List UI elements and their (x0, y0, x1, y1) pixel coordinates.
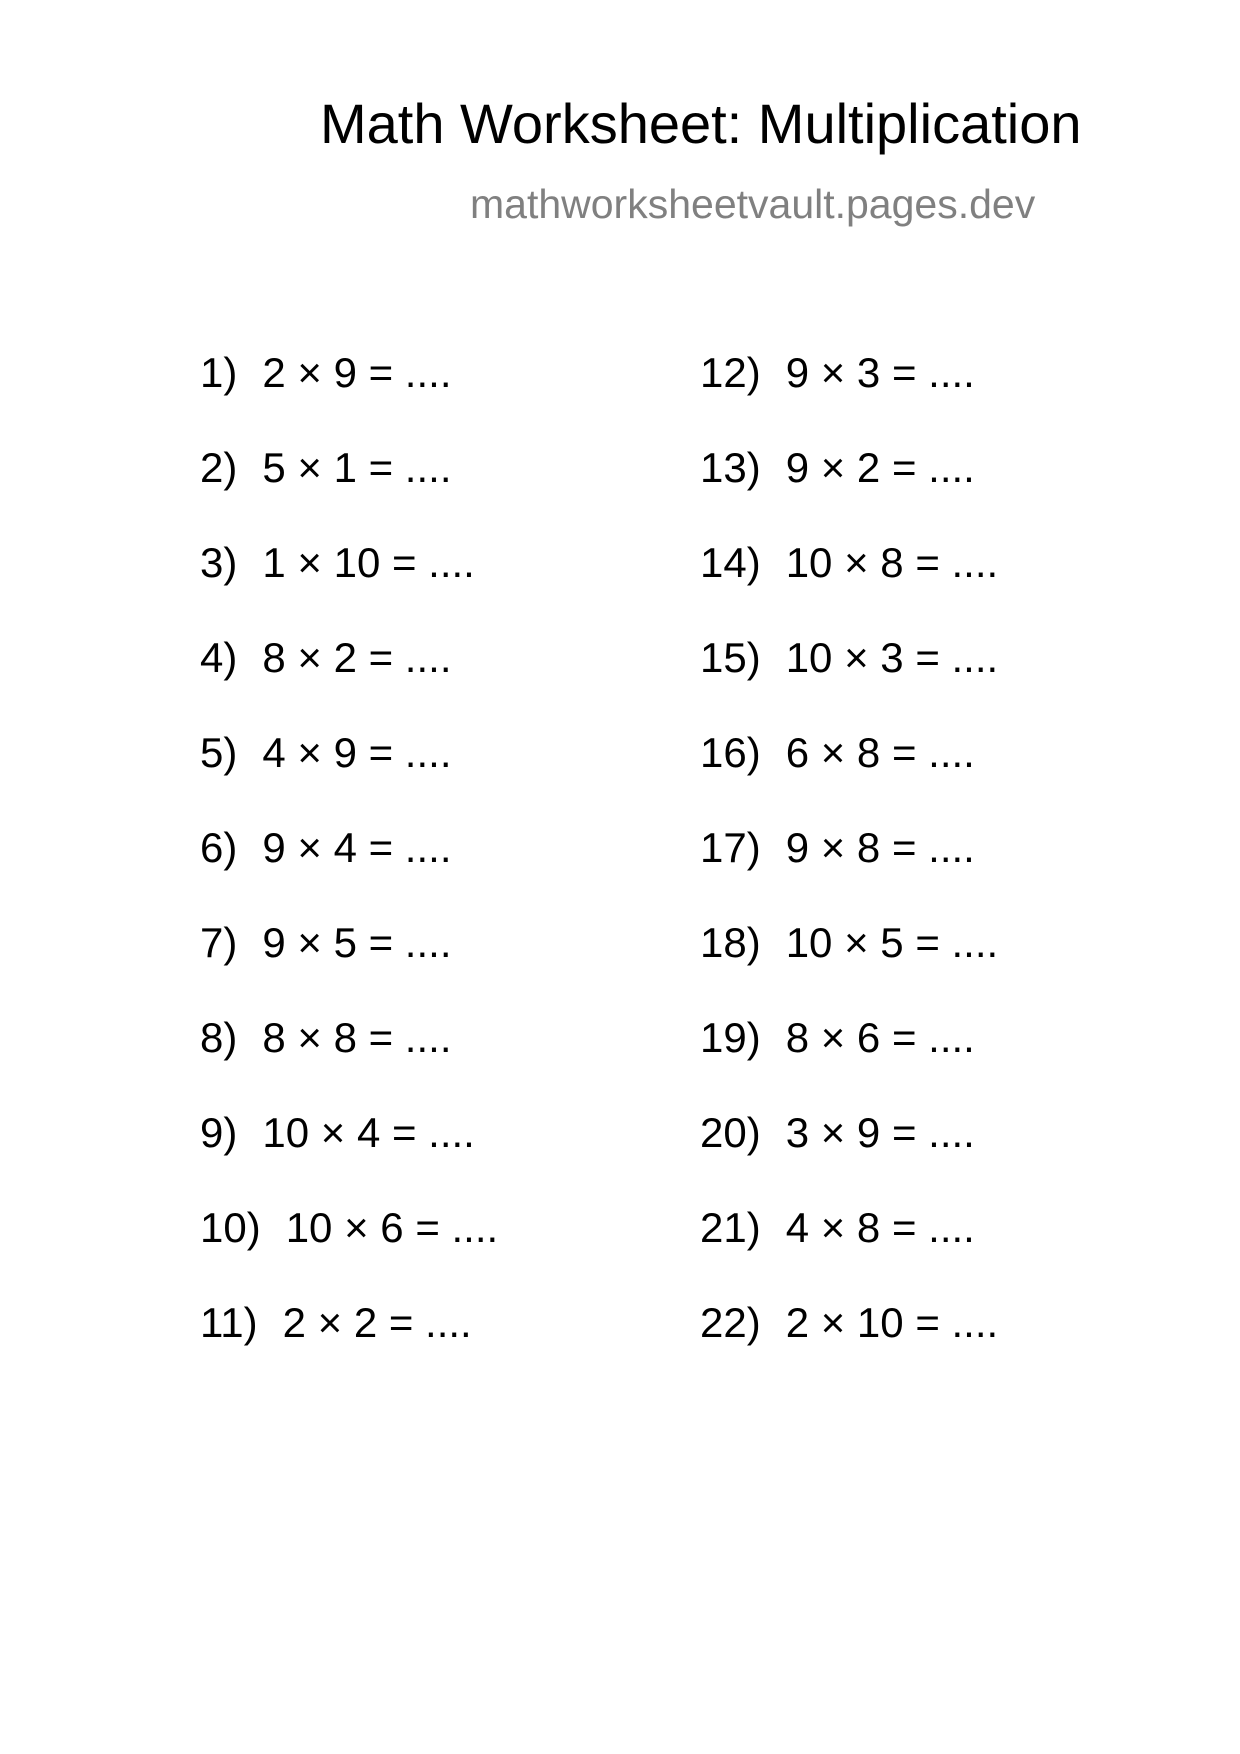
problem-number: 5) (200, 729, 238, 776)
problem-item (200, 444, 498, 542)
problem-number: 18) (700, 919, 761, 966)
problem-expression: 3 × 9 = .... (785, 1109, 975, 1156)
problem-number: 17) (700, 824, 761, 871)
problem-number: 8) (200, 1014, 238, 1061)
problem-number: 15) (700, 634, 761, 681)
problem-number: 12) (700, 349, 761, 396)
problem-number: 16) (700, 729, 761, 776)
problem-item (200, 1014, 498, 1112)
problem-expression: 10 × 8 = .... (785, 539, 999, 586)
problem-item (700, 539, 999, 637)
problem-column-left (200, 349, 499, 1397)
problem-expression: 4 × 9 = .... (262, 729, 452, 776)
problem-item (700, 634, 999, 732)
problem-item (700, 919, 999, 1017)
problem-item (200, 919, 498, 1017)
problem-number: 22) (700, 1299, 761, 1346)
problem-expression: 8 × 8 = .... (262, 1014, 452, 1061)
problem-item (700, 729, 998, 827)
website-url: mathworksheetvault.pages.dev (470, 181, 1036, 227)
problem-expression: 9 × 5 = .... (262, 919, 452, 966)
problem-item (200, 824, 498, 922)
problem-item (200, 1109, 498, 1207)
problem-item (200, 539, 498, 637)
problem-expression: 10 × 3 = .... (785, 634, 999, 681)
problem-expression: 9 × 3 = .... (785, 349, 975, 396)
problem-number: 14) (700, 539, 761, 586)
problem-item (700, 1299, 999, 1397)
problem-item (700, 349, 998, 447)
problem-number: 11) (200, 1299, 258, 1346)
problem-expression: 2 × 2 = .... (282, 1299, 472, 1346)
problem-expression: 4 × 8 = .... (785, 1204, 975, 1251)
problem-expression: 2 × 9 = .... (262, 349, 452, 396)
problem-expression: 8 × 6 = .... (785, 1014, 975, 1061)
problem-number: 1) (200, 349, 238, 396)
problem-number: 21) (700, 1204, 761, 1251)
problem-number: 13) (700, 444, 761, 491)
problem-expression: 8 × 2 = .... (262, 634, 452, 681)
problem-number: 10) (200, 1204, 261, 1251)
problem-expression: 5 × 1 = .... (262, 444, 452, 491)
problem-item (200, 1299, 498, 1397)
problem-number: 6) (200, 824, 238, 871)
problem-number: 4) (200, 634, 238, 681)
problem-expression: 10 × 6 = .... (285, 1204, 499, 1251)
problem-item (200, 1204, 499, 1302)
problem-expression: 10 × 5 = .... (785, 919, 999, 966)
problem-column-right (700, 349, 999, 1397)
problem-expression: 2 × 10 = .... (785, 1299, 999, 1346)
problem-item (700, 444, 998, 542)
problem-item (200, 634, 498, 732)
problem-expression: 9 × 2 = .... (785, 444, 975, 491)
problem-expression: 9 × 4 = .... (262, 824, 452, 871)
problem-number: 9) (200, 1109, 238, 1156)
problem-expression: 1 × 10 = .... (262, 539, 475, 586)
problem-item (200, 349, 498, 447)
problem-expression: 10 × 4 = .... (262, 1109, 475, 1156)
problem-expression: 9 × 8 = .... (785, 824, 975, 871)
problem-item (700, 1204, 998, 1302)
problem-number: 2) (200, 444, 238, 491)
page-title: Math Worksheet: Multiplication (320, 92, 1082, 155)
problem-number: 7) (200, 919, 238, 966)
problem-number: 3) (200, 539, 238, 586)
problem-item (700, 824, 998, 922)
problem-number: 19) (700, 1014, 761, 1061)
problem-item (700, 1014, 998, 1112)
problem-item (700, 1109, 998, 1207)
problem-item (200, 729, 498, 827)
problem-expression: 6 × 8 = .... (785, 729, 975, 776)
problem-number: 20) (700, 1109, 761, 1156)
